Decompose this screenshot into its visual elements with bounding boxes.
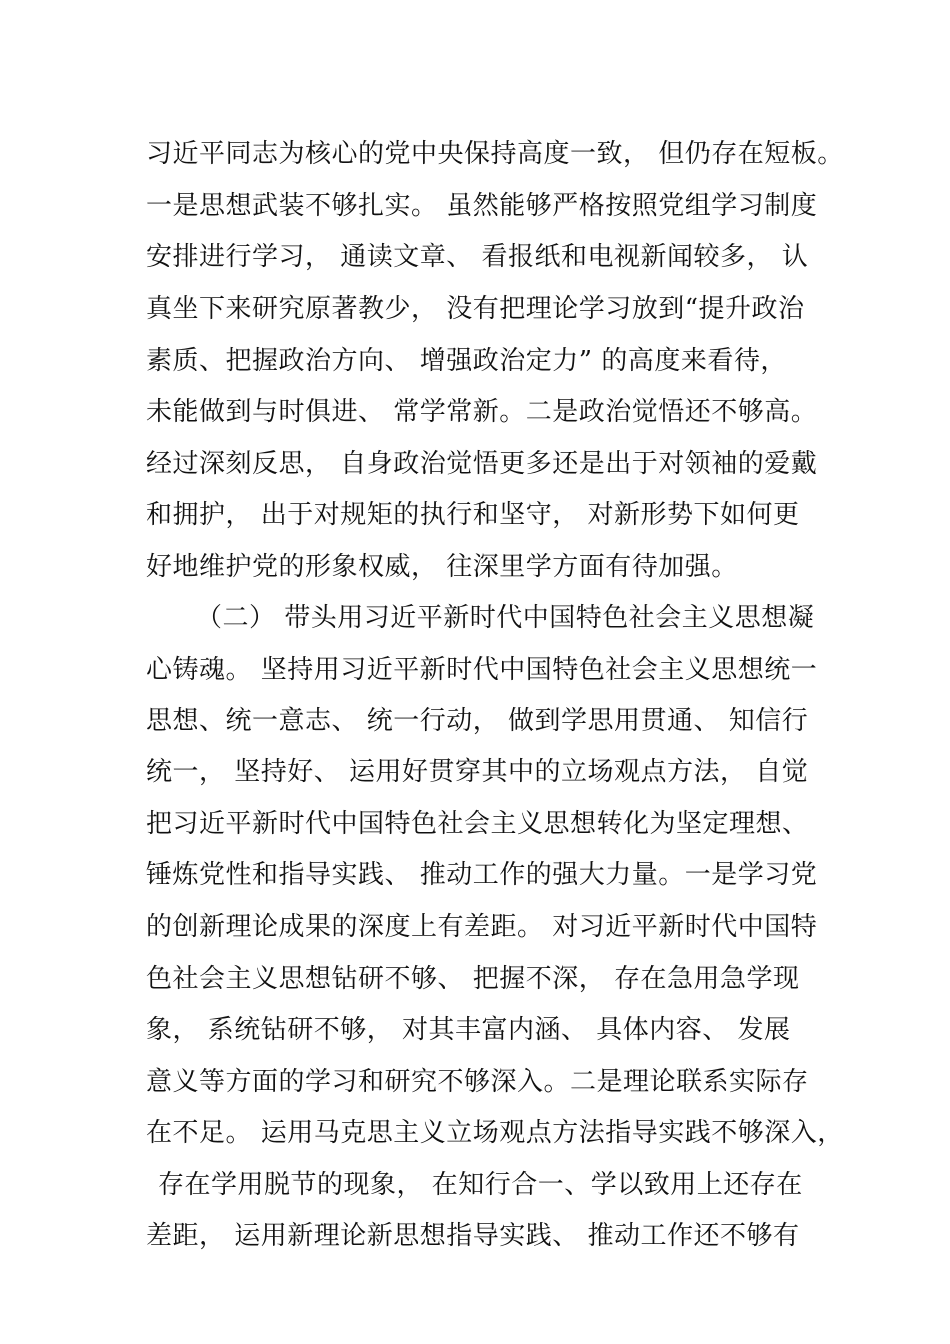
text-line: 在不足。 运用马克思主义立场观点方法指导实践不够深入， (146, 1118, 844, 1148)
text-line: 安排进行学习， 通读文章、 看报纸和电视新闻较多， 认 (146, 242, 809, 272)
text-line: 经过深刻反思， 自身政治觉悟更多还是出于对领袖的爱戴 (146, 449, 818, 479)
text-line: 锤炼党性和指导实践、 推动工作的强大力量。一是学习党 (146, 860, 818, 890)
text-line: 差距， 运用新理论新思想指导实践、 推动工作还不够有 (146, 1221, 800, 1251)
text-line: 一是思想武装不够扎实。 虽然能够严格按照党组学习制度 (146, 191, 818, 221)
text-line: 象， 系统钻研不够， 对其丰富内涵、 具体内容、 发展 (146, 1015, 791, 1045)
text-line: 素质、把握政治方向、 增强政治定力” 的高度来看待， (146, 346, 787, 376)
text-line: 意义等方面的学习和研究不够深入。二是理论联系实际存 (146, 1067, 809, 1097)
text-line: 色社会主义思想钻研不够、 把握不深， 存在急用急学现 (146, 964, 800, 994)
text-line: 心铸魂。 坚持用习近平新时代中国特色社会主义思想统一 (146, 655, 818, 685)
text-line: 统一， 坚持好、 运用好贯穿其中的立场观点方法， 自觉 (146, 757, 809, 787)
text-line: 未能做到与时俱进、 常学常新。二是政治觉悟还不够高。 (146, 397, 818, 427)
text-line: 存在学用脱节的现象， 在知行合一、学以致用上还存在 (158, 1170, 803, 1200)
text-line: 真坐下来研究原著教少， 没有把理论学习放到“提升政治 (146, 294, 805, 324)
text-line: 习近平同志为核心的党中央保持高度一致， 但仍存在短板。 (146, 139, 844, 169)
text-line: 思想、统一意志、 统一行动， 做到学思用贯通、 知信行 (146, 706, 809, 736)
text-line: 把习近平新时代中国特色社会主义思想转化为坚定理想、 (146, 809, 809, 839)
text-line: 的创新理论成果的深度上有差距。 对习近平新时代中国特 (146, 912, 818, 942)
text-line: 和拥护， 出于对规矩的执行和坚守， 对新形势下如何更 (146, 500, 800, 530)
section-heading-line: （二） 带头用习近平新时代中国特色社会主义思想凝 (196, 603, 815, 633)
text-line: 好地维护党的形象权威， 往深里学方面有待加强。 (146, 552, 738, 582)
